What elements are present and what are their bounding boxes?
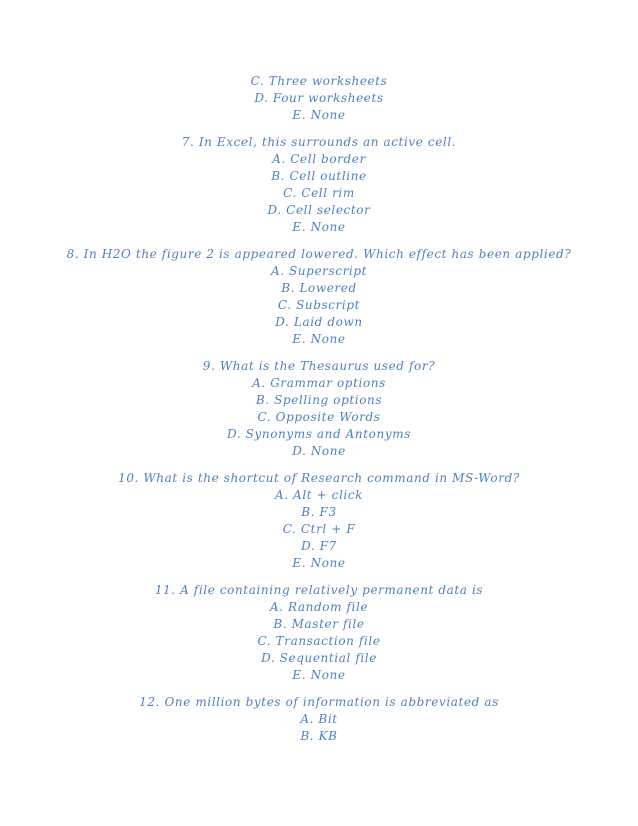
option-e: E. None [292,108,346,122]
question-block-11 [0,582,638,684]
question-text: 11. A file containing relatively permanent data is [154,583,484,597]
option-d: D. F7 [301,539,337,553]
question-text: 8. In H2O the figure 2 is appeared lowered. Which effect has been applied? [66,247,572,261]
option-b: B. Lowered [281,281,357,295]
question-text: 9. What is the Thesaurus used for? [202,359,436,373]
option-a: A. Superscript [270,264,368,278]
question-block-continued [0,73,638,124]
option-c: C. Transaction file [257,634,381,648]
option-c: C. Opposite Words [257,410,381,424]
option-d: D. Sequential file [261,651,377,665]
option-c: C. Three worksheets [250,74,388,88]
option-e: E. None [292,220,346,234]
option-b: B. Master file [273,617,365,631]
option-d: D. Synonyms and Antonyms [227,427,411,441]
question-block-12 [0,694,638,745]
option-c: C. Subscript [277,298,361,312]
option-c: C. Cell rim [283,186,355,200]
option-a: A. Alt + click [274,488,364,502]
option-b: B. KB [300,729,338,743]
option-c: C. Ctrl + F [282,522,356,536]
option-b: B. Spelling options [255,393,383,407]
option-d: D. Laid down [275,315,363,329]
document-page [0,73,638,745]
option-d: D. Four worksheets [254,91,384,105]
question-block-10 [0,470,638,572]
question-text: 10. What is the shortcut of Research command in MS-Word? [118,471,520,485]
option-d-none: D. None [292,444,346,458]
option-a: A. Bit [300,712,338,726]
question-block-9 [0,358,638,460]
question-block-8 [0,246,638,348]
option-a: A. Cell border [272,152,366,166]
option-b: B. F3 [301,505,337,519]
option-b: B. Cell outline [271,169,367,183]
question-text: 7. In Excel, this surrounds an active cell. [181,135,457,149]
option-e: E. None [292,556,346,570]
option-e: E. None [292,332,346,346]
question-block-7 [0,134,638,236]
option-a: A. Grammar options [252,376,386,390]
option-a: A. Random file [269,600,369,614]
option-d: D. Cell selector [267,203,371,217]
option-e: E. None [292,668,346,682]
question-text: 12. One million bytes of information is abbreviated as [139,695,499,709]
